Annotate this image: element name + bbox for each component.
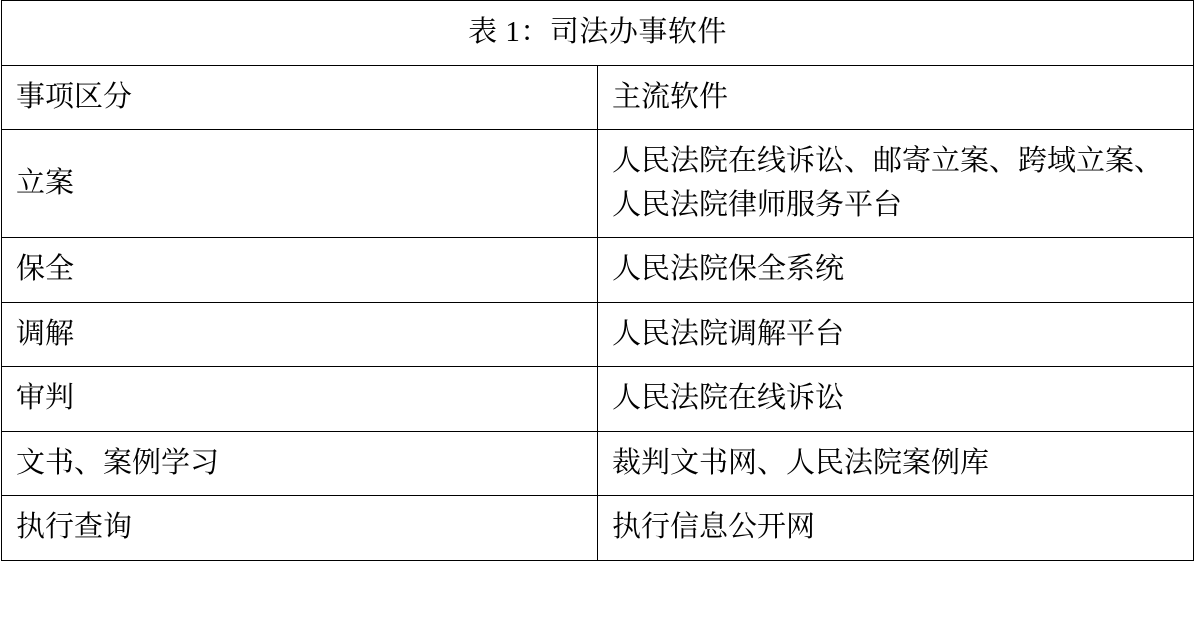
column-header-category: 事项区分 (2, 65, 598, 130)
row-value-line: 人民法院律师服务平台 (612, 188, 903, 221)
column-header-software: 主流软件 (598, 65, 1194, 130)
table-row (2, 431, 1194, 496)
table-caption: 表 1：司法办事软件 (2, 1, 1194, 66)
row-label-preservation: 保全 (2, 238, 598, 303)
table-row (2, 238, 1194, 303)
row-value-filing (598, 130, 1194, 238)
row-label-filing: 立案 (2, 130, 598, 238)
table-header-row (2, 65, 1194, 130)
table-row (2, 367, 1194, 432)
row-value-documents-cases: 裁判文书网、人民法院案例库 (598, 431, 1194, 496)
table-caption-row (2, 1, 1194, 66)
row-label-enforcement-query: 执行查询 (2, 496, 598, 561)
row-label-trial: 审判 (2, 367, 598, 432)
row-label-mediation: 调解 (2, 302, 598, 367)
row-value-line: 人民法院在线诉讼、邮寄立案、跨域立案、 (612, 145, 1164, 177)
row-value-preservation: 人民法院保全系统 (598, 238, 1194, 303)
row-value-mediation: 人民法院调解平台 (598, 302, 1194, 367)
row-value-trial: 人民法院在线诉讼 (598, 367, 1194, 432)
table-row (2, 302, 1194, 367)
row-label-documents-cases: 文书、案例学习 (2, 431, 598, 496)
table-row (2, 130, 1194, 238)
table-row (2, 496, 1194, 561)
row-value-enforcement-query: 执行信息公开网 (598, 496, 1194, 561)
judicial-software-table (1, 0, 1194, 561)
